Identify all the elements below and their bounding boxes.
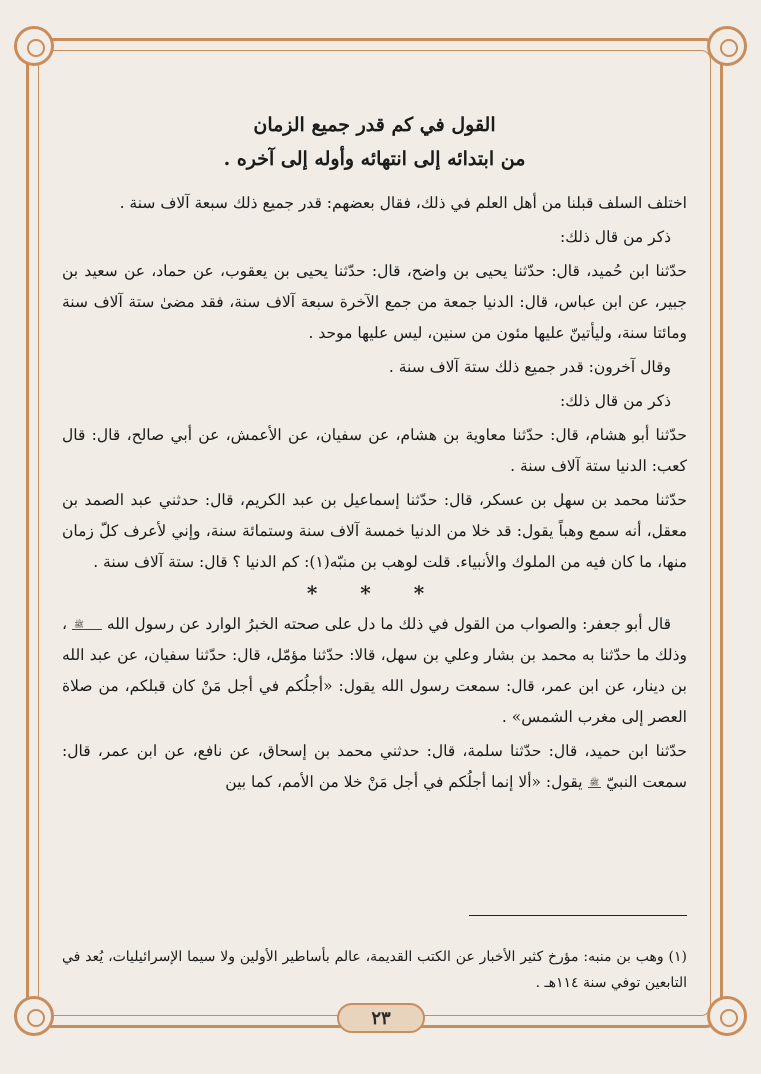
corner-ornament <box>14 996 54 1036</box>
paragraph-text: يقول: «ألا إنما أجلُكم في أجل مَنْ خلا من الأمم، كما بين <box>225 773 588 791</box>
title-line-1: القول في كم قدر جميع الزمان <box>253 114 496 136</box>
paragraph: وقال آخرون: قدر جميع ذلك ستة آلاف سنة . <box>388 358 671 376</box>
title-line-2: من ابتدائه إلى انتهائه وأوله إلى آخره . <box>223 148 526 170</box>
salawat-mark: ﷺ <box>72 620 102 630</box>
paragraph: حدّثنا أبو هشام، قال: حدّثنا معاوية بن هشام، عن سفيان، عن الأعمش، عن أبي صالح، قال: قال كعب: الدنيا ستة آلاف سنة . <box>62 426 687 475</box>
paragraph <box>62 736 687 798</box>
corner-ornament <box>707 26 747 66</box>
section-separator: * * * <box>306 581 443 605</box>
footnote: (١) وهب بن منبه: مؤرخ كثير الأخبار عن الكتب القديمة، عالم بأساطير الأولين ولا سيما الإسرائيليات، يُعد في التابعين توفي سنة ١١٤هـ . <box>62 949 687 991</box>
paragraph: ذكر من قال ذلك: <box>559 228 671 246</box>
footnote-divider <box>469 915 687 916</box>
salawat-mark: ﷺ <box>589 778 600 787</box>
page-number <box>337 1003 425 1033</box>
paragraph-text: قال أبو جعفر: والصواب من القول في ذلك ما دل على صحته الخبرُ الوارد عن رسول الله <box>101 615 671 633</box>
paragraph-text: ، وذلك ما حدّثنا به محمد بن بشار وعلي بن سهل، قالا: حدّثنا مؤمّل، قال: حدّثنا سفيان، عن عبد الله بن دينار، عن ابن عمر، قال: سمعت رسول الله يقول: «أجلُكم في أجل مَنْ كان قبلكم، من صلاة العصر إلى مغرب الشمس» . <box>62 615 687 726</box>
paragraph: حدّثنا ابن حُميد، قال: حدّثنا يحيى بن واضح، قال: حدّثنا يحيى بن يعقوب، عن حماد، عن سعيد بن جبير، عن ابن عباس، قال: الدنيا جمعة من جمع الآخرة سبعة آلاف سنة، فقد مضىٰ ستة آلاف سنة ومائتا سنة، وليأتينّ عليها مئون من سنين، ليس عليها موحد . <box>62 262 687 342</box>
corner-ornament <box>707 996 747 1036</box>
paragraph-text: حدّثنا ابن حميد، قال: حدّثنا سلمة، قال: حدثني محمد بن إسحاق، عن نافع، عن ابن عمر، قال: سمعت النبيّ <box>62 742 687 791</box>
paragraph: حدّثنا محمد بن سهل بن عسكر، قال: حدّثنا إسماعيل بن عبد الكريم، قال: حدثني عبد الصمد بن معقل، أنه سمع وهباً يقول: قد خلا من الدنيا خمسة آلاف سنة وستمائة سنة، وإني لأعرف كلّ زمان منها، ما كان فيه من الملوك والأنبياء. قلت لوهب بن منبّه(١): كم الدنيا ؟ قال: ستة آلاف سنة . <box>62 491 687 571</box>
paragraph: اختلف السلف قبلنا من أهل العلم في ذلك، فقال بعضهم: قدر جميع ذلك سبعة آلاف سنة . <box>119 194 687 212</box>
paragraph <box>62 609 687 733</box>
body-text <box>48 188 701 798</box>
chapter-title <box>48 108 701 176</box>
page-content <box>48 60 701 1000</box>
page-number-text: ٢٣ <box>371 1007 391 1029</box>
paragraph: ذكر من قال ذلك: <box>559 392 671 410</box>
